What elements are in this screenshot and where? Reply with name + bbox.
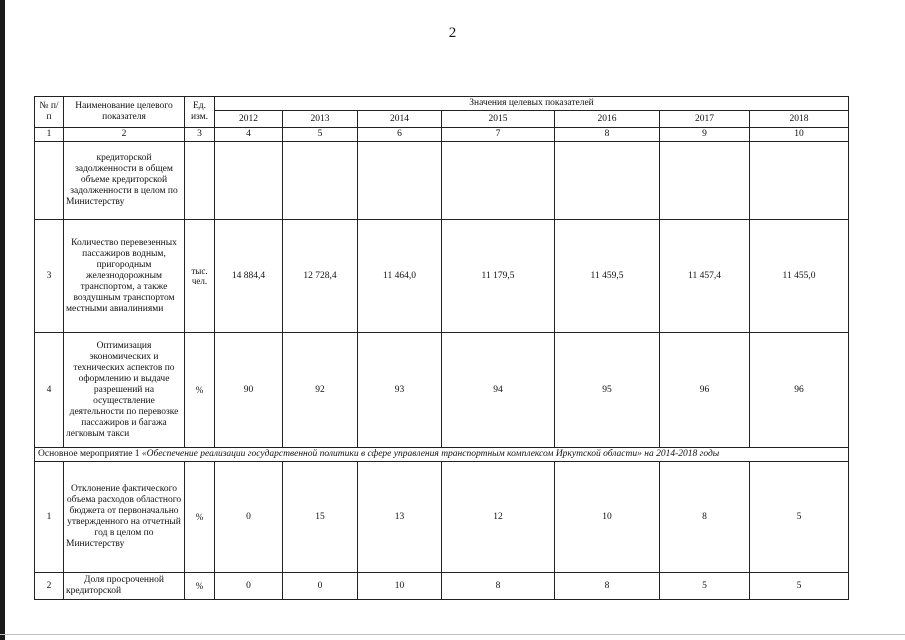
row-value: 11 455,0 bbox=[750, 220, 849, 333]
row-unit: % bbox=[185, 462, 215, 573]
row-name: Количество перевезенных пассажиров водным, пригородным железнодорожным транспортом, а также воздушным транспортом местными авиалиниями bbox=[64, 220, 185, 333]
table-row bbox=[35, 220, 849, 333]
column-number: 7 bbox=[442, 128, 555, 142]
row-name: кредиторской задолженности в общем объеме кредиторской задолженности в целом по Министерству bbox=[64, 142, 185, 220]
column-number: 6 bbox=[358, 128, 442, 142]
row-num: 2 bbox=[35, 573, 64, 600]
column-number: 2 bbox=[64, 128, 185, 142]
column-numbers-row bbox=[35, 128, 849, 142]
row-value: 14 884,4 bbox=[215, 220, 283, 333]
column-number: 8 bbox=[555, 128, 660, 142]
table-row bbox=[35, 573, 849, 600]
row-value: 96 bbox=[750, 333, 849, 448]
row-num bbox=[35, 142, 64, 220]
row-value: 93 bbox=[358, 333, 442, 448]
header-year: 2015 bbox=[442, 111, 555, 128]
scan-left-edge bbox=[0, 0, 5, 640]
row-value: 5 bbox=[750, 462, 849, 573]
row-value: 94 bbox=[442, 333, 555, 448]
row-value: 0 bbox=[215, 462, 283, 573]
section-heading bbox=[35, 448, 849, 462]
row-value bbox=[442, 142, 555, 220]
row-value: 8 bbox=[660, 462, 750, 573]
section-title: «Обеспечение реализации государственной политики в сфере управления транспортным комплексом Иркутской области» на 2014-2018 годы bbox=[141, 449, 720, 459]
row-value: 11 457,4 bbox=[660, 220, 750, 333]
row-value: 12 bbox=[442, 462, 555, 573]
row-value: 5 bbox=[750, 573, 849, 600]
row-value bbox=[660, 142, 750, 220]
row-value: 96 bbox=[660, 333, 750, 448]
column-number: 4 bbox=[215, 128, 283, 142]
row-value: 11 179,5 bbox=[442, 220, 555, 333]
row-unit: тыс. чел. bbox=[185, 220, 215, 333]
row-name: Доля просроченной кредиторской bbox=[64, 573, 185, 600]
header-year: 2014 bbox=[358, 111, 442, 128]
row-name: Отклонение фактического объема расходов областного бюджета от первоначально утвержденного на отчетный год в целом по Министерству bbox=[64, 462, 185, 573]
scan-bottom-rule bbox=[0, 634, 905, 635]
column-number: 10 bbox=[750, 128, 849, 142]
row-value bbox=[283, 142, 358, 220]
row-value: 0 bbox=[215, 573, 283, 600]
row-value: 11 464,0 bbox=[358, 220, 442, 333]
row-value: 11 459,5 bbox=[555, 220, 660, 333]
row-value: 10 bbox=[555, 462, 660, 573]
row-unit: % bbox=[185, 573, 215, 600]
page-number: 2 bbox=[448, 25, 457, 41]
header-year: 2012 bbox=[215, 111, 283, 128]
row-value bbox=[358, 142, 442, 220]
row-value bbox=[750, 142, 849, 220]
section-row bbox=[35, 448, 849, 462]
row-num: 4 bbox=[35, 333, 64, 448]
header-year: 2013 bbox=[283, 111, 358, 128]
header-year: 2018 bbox=[750, 111, 849, 128]
row-value: 15 bbox=[283, 462, 358, 573]
header-row bbox=[35, 97, 849, 111]
row-value: 13 bbox=[358, 462, 442, 573]
table-row bbox=[35, 333, 849, 448]
column-number: 3 bbox=[185, 128, 215, 142]
row-unit bbox=[185, 142, 215, 220]
row-value: 12 728,4 bbox=[283, 220, 358, 333]
target-indicators-table bbox=[34, 96, 849, 600]
column-number: 1 bbox=[35, 128, 64, 142]
row-value: 8 bbox=[442, 573, 555, 600]
row-value: 10 bbox=[358, 573, 442, 600]
row-value: 92 bbox=[283, 333, 358, 448]
row-num: 1 bbox=[35, 462, 64, 573]
table-row bbox=[35, 142, 849, 220]
header-year: 2016 bbox=[555, 111, 660, 128]
row-value: 90 bbox=[215, 333, 283, 448]
row-value: 5 bbox=[660, 573, 750, 600]
header-year: 2017 bbox=[660, 111, 750, 128]
header-name: Наименование целевого показателя bbox=[64, 97, 185, 128]
row-value: 0 bbox=[283, 573, 358, 600]
row-num: 3 bbox=[35, 220, 64, 333]
header-values-group: Значения целевых показателей bbox=[215, 97, 849, 111]
row-name: Оптимизация экономических и технических аспектов по оформлению и выдаче разрешений на осуществление деятельности по перевозке пассажиров и багажа легковым такси bbox=[64, 333, 185, 448]
row-value bbox=[555, 142, 660, 220]
row-value: 8 bbox=[555, 573, 660, 600]
header-unit: Ед. изм. bbox=[185, 97, 215, 128]
column-number: 9 bbox=[660, 128, 750, 142]
table-row bbox=[35, 462, 849, 573]
row-unit: % bbox=[185, 333, 215, 448]
row-value bbox=[215, 142, 283, 220]
column-number: 5 bbox=[283, 128, 358, 142]
row-value: 95 bbox=[555, 333, 660, 448]
header-num: № п/п bbox=[35, 97, 64, 128]
section-prefix: Основное мероприятие 1 bbox=[38, 449, 142, 459]
